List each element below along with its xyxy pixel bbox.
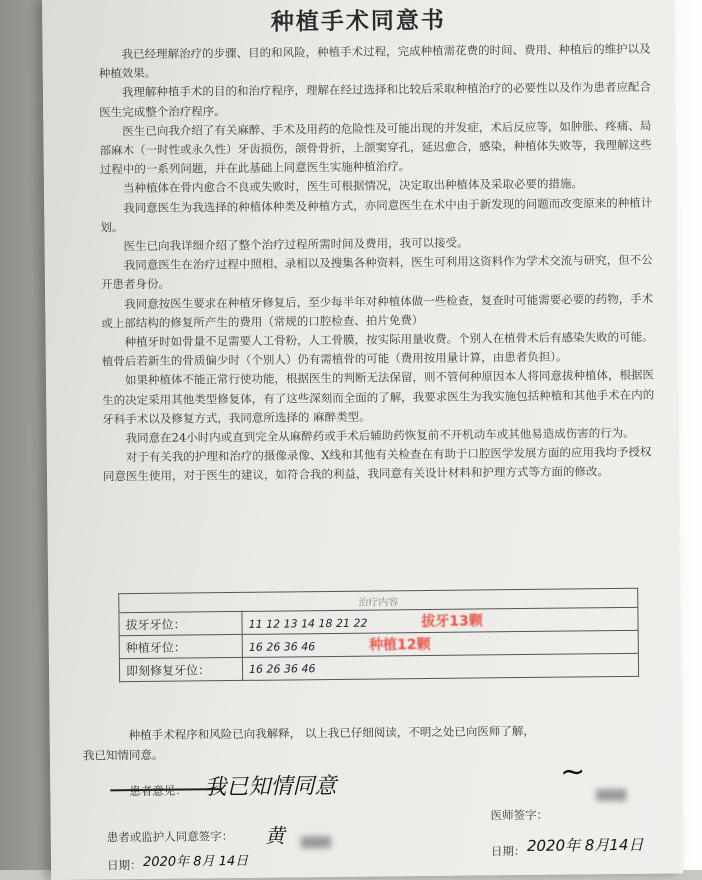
paragraph: 我同意在24小时内或直到完全从麻醉药或手术后辅助药恢复前不开机动车或其他易造成伤害的行为。 [125,425,635,446]
consent-statement [82,719,676,765]
consent-document [42,0,683,880]
table-header: 治疗内容 [119,588,638,612]
treatment-table [118,588,639,682]
date-label: 日期： [490,843,526,859]
red-stamp: 种植12颗 [369,636,431,654]
paragraph: 种植牙时如骨量不足需要人工骨粉，人工骨膜，按实际用量收费。个别人在植骨术后有感染失败的可能。植骨后若新生的骨质偏少时（个别人）仍有需植骨的可能（费用按用量计算，由患者负担）。 [101,329,654,369]
patient-opinion [106,765,676,802]
patient-opinion-handwriting: 我已知情同意 [204,773,337,801]
patient-date: 2020年 8月 14日 [142,853,249,870]
doctor-signature: ~ [559,754,586,790]
paragraph: 我同意医生在治疗过程中照相、录相以及搜集各种资料，医生可利用这资料作为学术交流与研究，但不公开患者身份。 [100,252,653,292]
paragraph: 我理解种植手术的目的和治疗程序，理解在经过选择和比较后采取种植治疗的必要性以及作为患者应配合医生完成整个治疗程序。 [99,80,652,120]
handwritten-teeth: 11 12 13 14 18 21 22 [248,616,368,631]
redacted-name [301,831,331,850]
redacted-signature [596,784,626,803]
patient-opinion-label: 患者意见： [129,783,187,799]
paragraph: 对于有关我的护理和治疗的摄像录像、X线和其他有关检查在有助于口腔医学发展方面的应用我均予授权同意医生使用，对于医生的建议，如符合我的利益，我同意有关设计材料和护理方式等方面的修改。 [102,444,652,484]
paragraph: 医生已向我详细介绍了整个治疗过程所需时间及费用，我可以接受。 [123,235,469,254]
patient-date-label: 日期： [106,858,142,873]
row-label: 拔牙牙位： [119,611,242,635]
red-stamp: 拔牙13颗 [421,613,483,631]
paragraph: 我已经理解治疗的步骤、目的和风险，种植手术过程，完成种植需花费的时间、费用、种植后的维护以及种植效果。 [98,41,651,81]
doctor-date: 2020年 8月14日 [526,835,644,855]
document-body [98,40,663,488]
paragraph: 当种植体在骨内愈合不良或失败时，医生可根据情况，决定取出种植体及采取必要的措施。 [122,176,584,196]
guardian-label: 患者或监护人同意签字： [106,829,234,845]
handwritten-teeth: 16 26 36 46 [248,640,316,654]
row-value [242,653,638,680]
guardian-signature: 黄 [264,823,285,848]
statement-text: 种植手术程序和风险已向我解释， 以上我已仔细阅读，不明之处已向医师了解， [128,723,535,743]
paragraph: 我同意医生为我选择的种植体种类及种植方式，亦同意医生在术中由于新发现的问题而改变原来的种植计划。 [100,195,653,235]
table-row [119,653,638,681]
doctor-sign-label: 医师签字： [490,807,549,823]
row-label: 即刻修复牙位： [119,657,242,681]
handwritten-teeth: 16 26 36 46 [248,662,316,676]
document-title: 种植手术同意书 [270,6,446,36]
paragraph: 医生已向我介绍了有关麻醉、手术及用药的危险性及可能出现的并发症，术后反应等，如肿胀、疼痛、局部麻木（一时性或永久性）牙齿损伤，颌骨骨折，上颌窦穿孔，延迟愈合，感染，种植体失败等，我理解这些过程中的一系列问题，并在此基础上同意医生实施种植治疗。 [99,118,652,177]
paragraph: 我同意按医生要求在种植牙修复后，至少每半年对种植体做一些检查，复查时可能需要必要的药物，手术或上部结构的修复所产生的费用（常规的口腔检查、拍片免费） [101,291,654,331]
paragraph: 如果种植体不能正常行使功能，根据医生的判断无法保留，则不管何种原因本人将同意拔种植体，根据医生的决定采用其他类型修复体，有了这些深刻而全面的了解，我要求医生为我实施包括种植和其他手术在内的牙科手术以及修复方式，我同意所选择的 麻醉类型。 [102,368,655,427]
row-label: 种植牙位： [119,634,242,658]
statement-handwritten: 我已知情同意。 [82,747,164,763]
